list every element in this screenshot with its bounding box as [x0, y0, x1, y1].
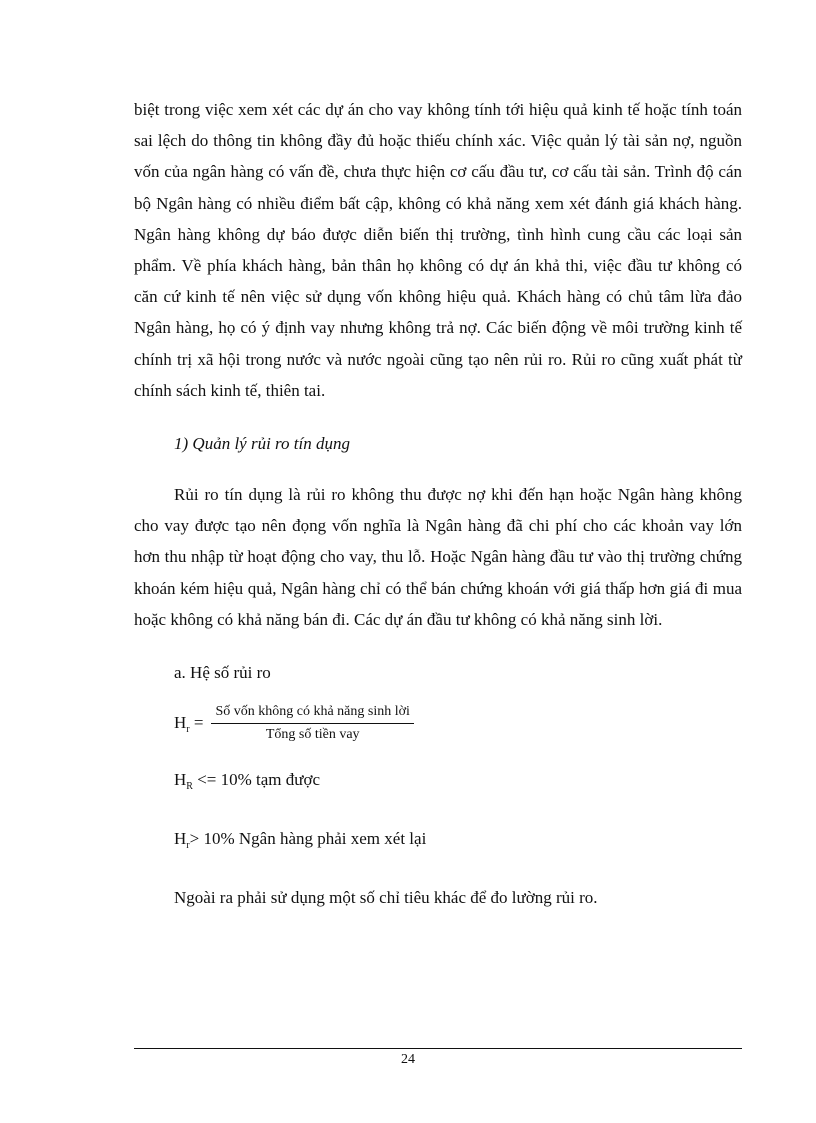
formula-fraction: [211, 704, 413, 743]
footer-divider: [134, 1048, 742, 1049]
formula-denominator: Tổng số tiền vay: [265, 727, 360, 743]
risk-ratio-formula: [174, 704, 742, 743]
threshold-rule-acceptable: $H_R <= 10\%$ tạm được: [174, 770, 321, 793]
closing-sentence: Ngoài ra phải sử dụng một số chỉ tiêu khác để đo lường rủi ro.: [174, 888, 598, 908]
body-paragraph: Rủi ro tín dụng là rủi ro không thu được nợ khi đến hạn hoặc Ngân hàng không cho vay được tạo nên đọng vốn nghĩa là Ngân hàng đã chi phí cho các khoản vay lớn hơn thu nhập từ hoạt động cho vay, thu lỗ. Hoặc Ngân hàng đầu tư vào thị trường chứng khoán kém hiệu quả, Ngân hàng chỉ có thể bán chứng khoán với giá thấp hơn giá đi mua hoặc không có khả năng bán đi. Các dự án đầu tư không có khả năng sinh lời.: [134, 485, 742, 629]
threshold-rule-review: $H_r> 10\%$ Ngân hàng phải xem xét lại: [174, 829, 427, 852]
page-content: [134, 94, 742, 913]
body-paragraph: biệt trong việc xem xét các dự án cho vay không tính tới hiệu quả kinh tế hoặc tính toán sai lệch do thông tin không đầy đủ hoặc thiếu chính xác. Việc quản lý tài sản nợ, nguồn vốn của ngân hàng có vấn đề, chưa thực hiện cơ cấu đầu tư, cơ cấu tài sản. Trình độ cán bộ Ngân hàng có nhiều điểm bất cập, không có khả năng xem xét đánh giá khách hàng. Ngân hàng không dự báo được diễn biến thị trường, tình hình cung cầu các loại sản phẩm. Về phía khách hàng, bản thân họ không có dự án khả thi, việc đầu tư không có căn cứ kinh tế nên việc sử dụng vốn không hiệu quả. Khách hàng có chủ tâm lừa đảo Ngân hàng, họ có ý định vay nhưng không trả nợ. Các biến động về môi trường kinh tế chính trị xã hội trong nước và nước ngoài cũng tạo nên rủi ro. Rủi ro cũng xuất phát từ chính sách kinh tế, thiên tai.: [134, 100, 742, 400]
formula-numerator: Số vốn không có khả năng sinh lời: [211, 704, 413, 724]
page-number: 24: [401, 1052, 415, 1067]
formula-lhs: $H_r$ =: [174, 712, 204, 735]
section-heading: 1) Quản lý rủi ro tín dụng: [174, 434, 350, 454]
subsection-heading: a. Hệ số rủi ro: [174, 663, 271, 683]
